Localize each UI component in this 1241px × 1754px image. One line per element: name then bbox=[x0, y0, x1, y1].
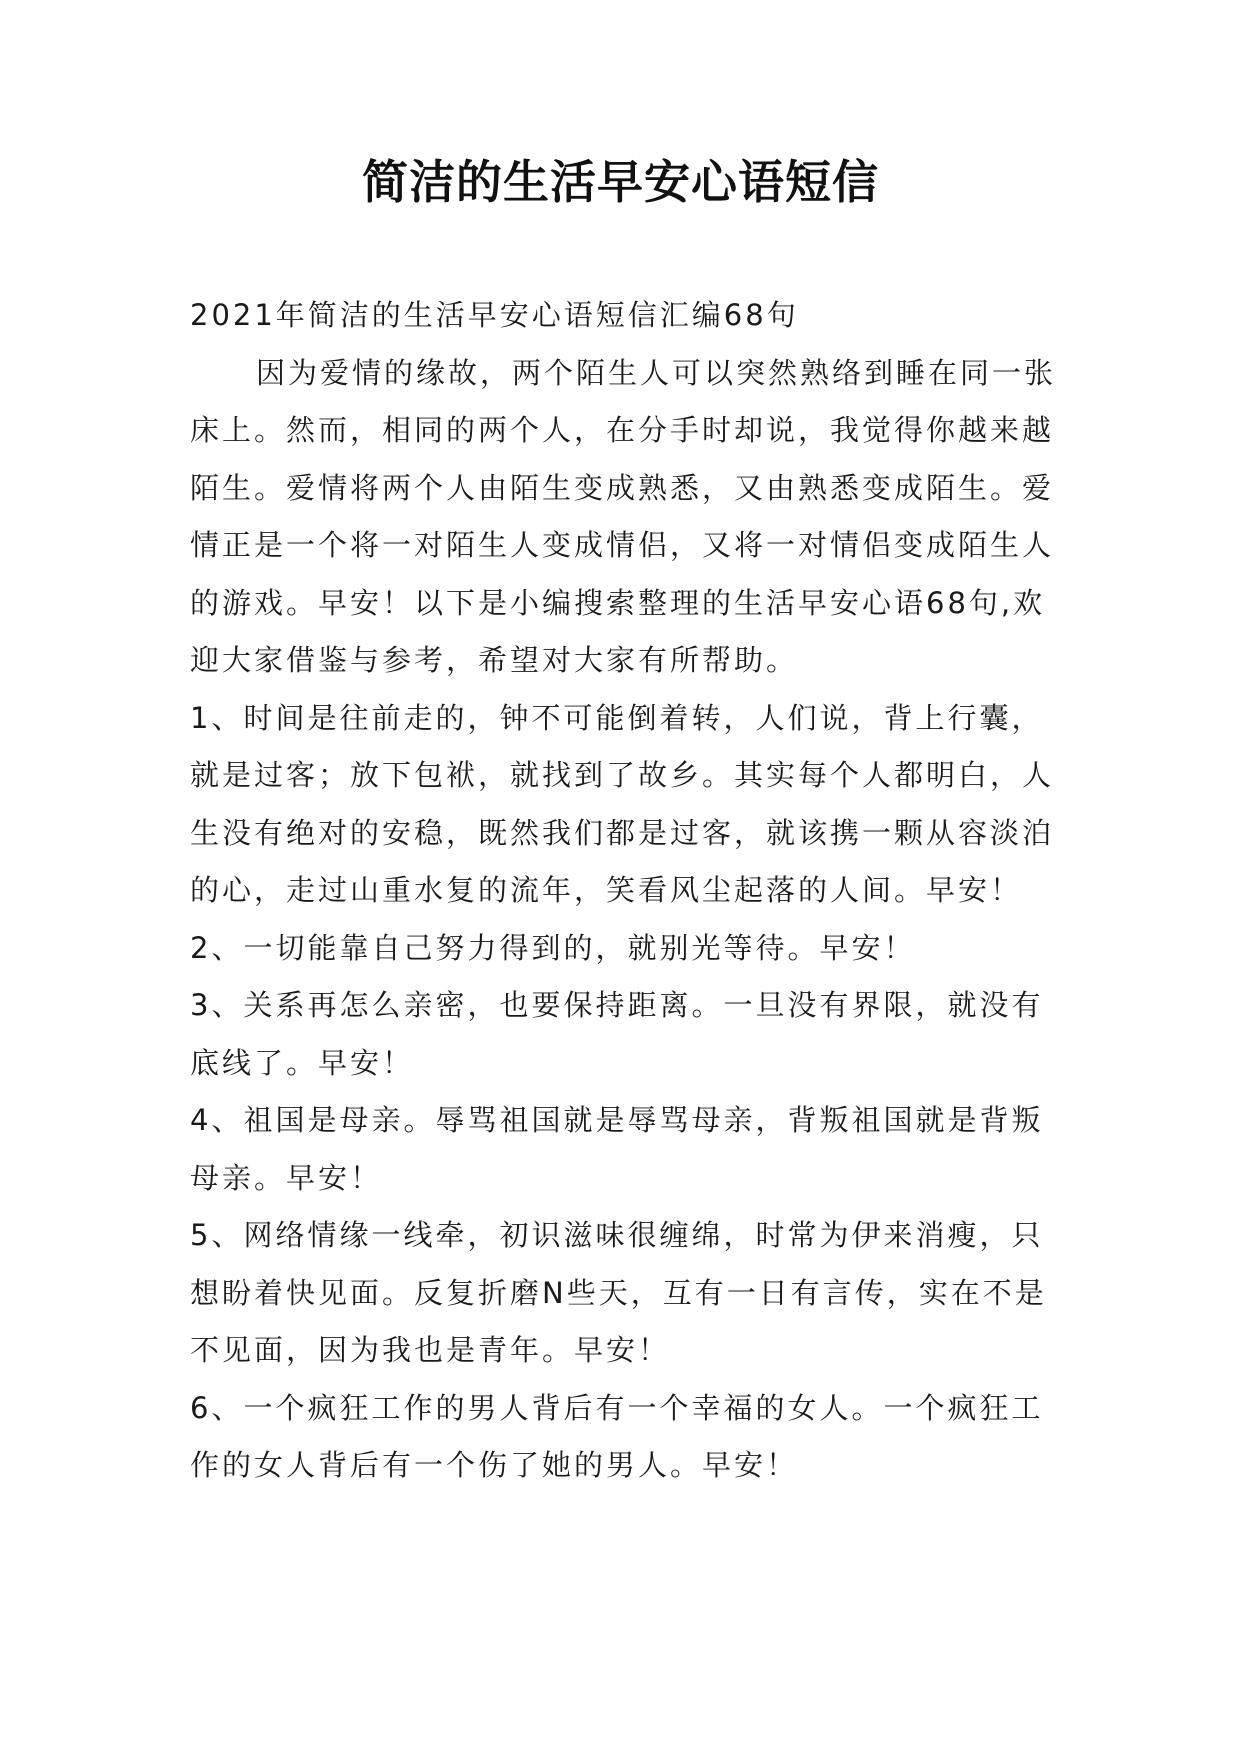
document-body bbox=[190, 287, 1060, 1495]
intro-paragraph: 因为爱情的缘故，两个陌生人可以突然熟络到睡在同一张床上。然而，相同的两个人，在分手时却说，我觉得你越来越陌生。爱情将两个人由陌生变成熟悉，又由熟悉变成陌生。爱情正是一个将一对陌生人变成情侣，又将一对情侣变成陌生人的游戏。早安！以下是小编搜索整理的生活早安心语68句,欢迎大家借鉴与参考，希望对大家有所帮助。 bbox=[190, 355, 1057, 677]
list-item: 1、时间是往前走的，钟不可能倒着转，人们说，背上行囊，就是过客；放下包袱，就找到了故乡。其实每个人都明白，人生没有绝对的安稳，既然我们都是过客，就该携一颗从容淡泊的心，走过山重水复的流年，笑看风尘起落的人间。早安！ bbox=[190, 700, 1055, 907]
list-item: 5、网络情缘一线牵，初识滋味很缠绵，时常为伊来消瘦，只想盼着快见面。反复折磨N些天，互有一日有言传，实在不是不见面，因为我也是青年。早安！ bbox=[190, 1218, 1047, 1367]
document-subtitle: 2021年简洁的生活早安心语短信汇编68句 bbox=[190, 298, 799, 332]
document-title: 简洁的生活早安心语短信 bbox=[362, 155, 879, 209]
list-item: 6、一个疯狂工作的男人背后有一个幸福的女人。一个疯狂工作的女人背后有一个伤了她的男人。早安！ bbox=[190, 1390, 1044, 1482]
list-item: 2、一切能靠自己努力得到的，就别光等待。早安！ bbox=[190, 930, 916, 965]
list-item: 3、关系再怎么亲密，也要保持距离。一旦没有界限，就没有底线了。早安！ bbox=[190, 988, 1044, 1080]
list-item: 4、祖国是母亲。辱骂祖国就是辱骂母亲，背叛祖国就是背叛母亲。早安！ bbox=[190, 1103, 1044, 1195]
